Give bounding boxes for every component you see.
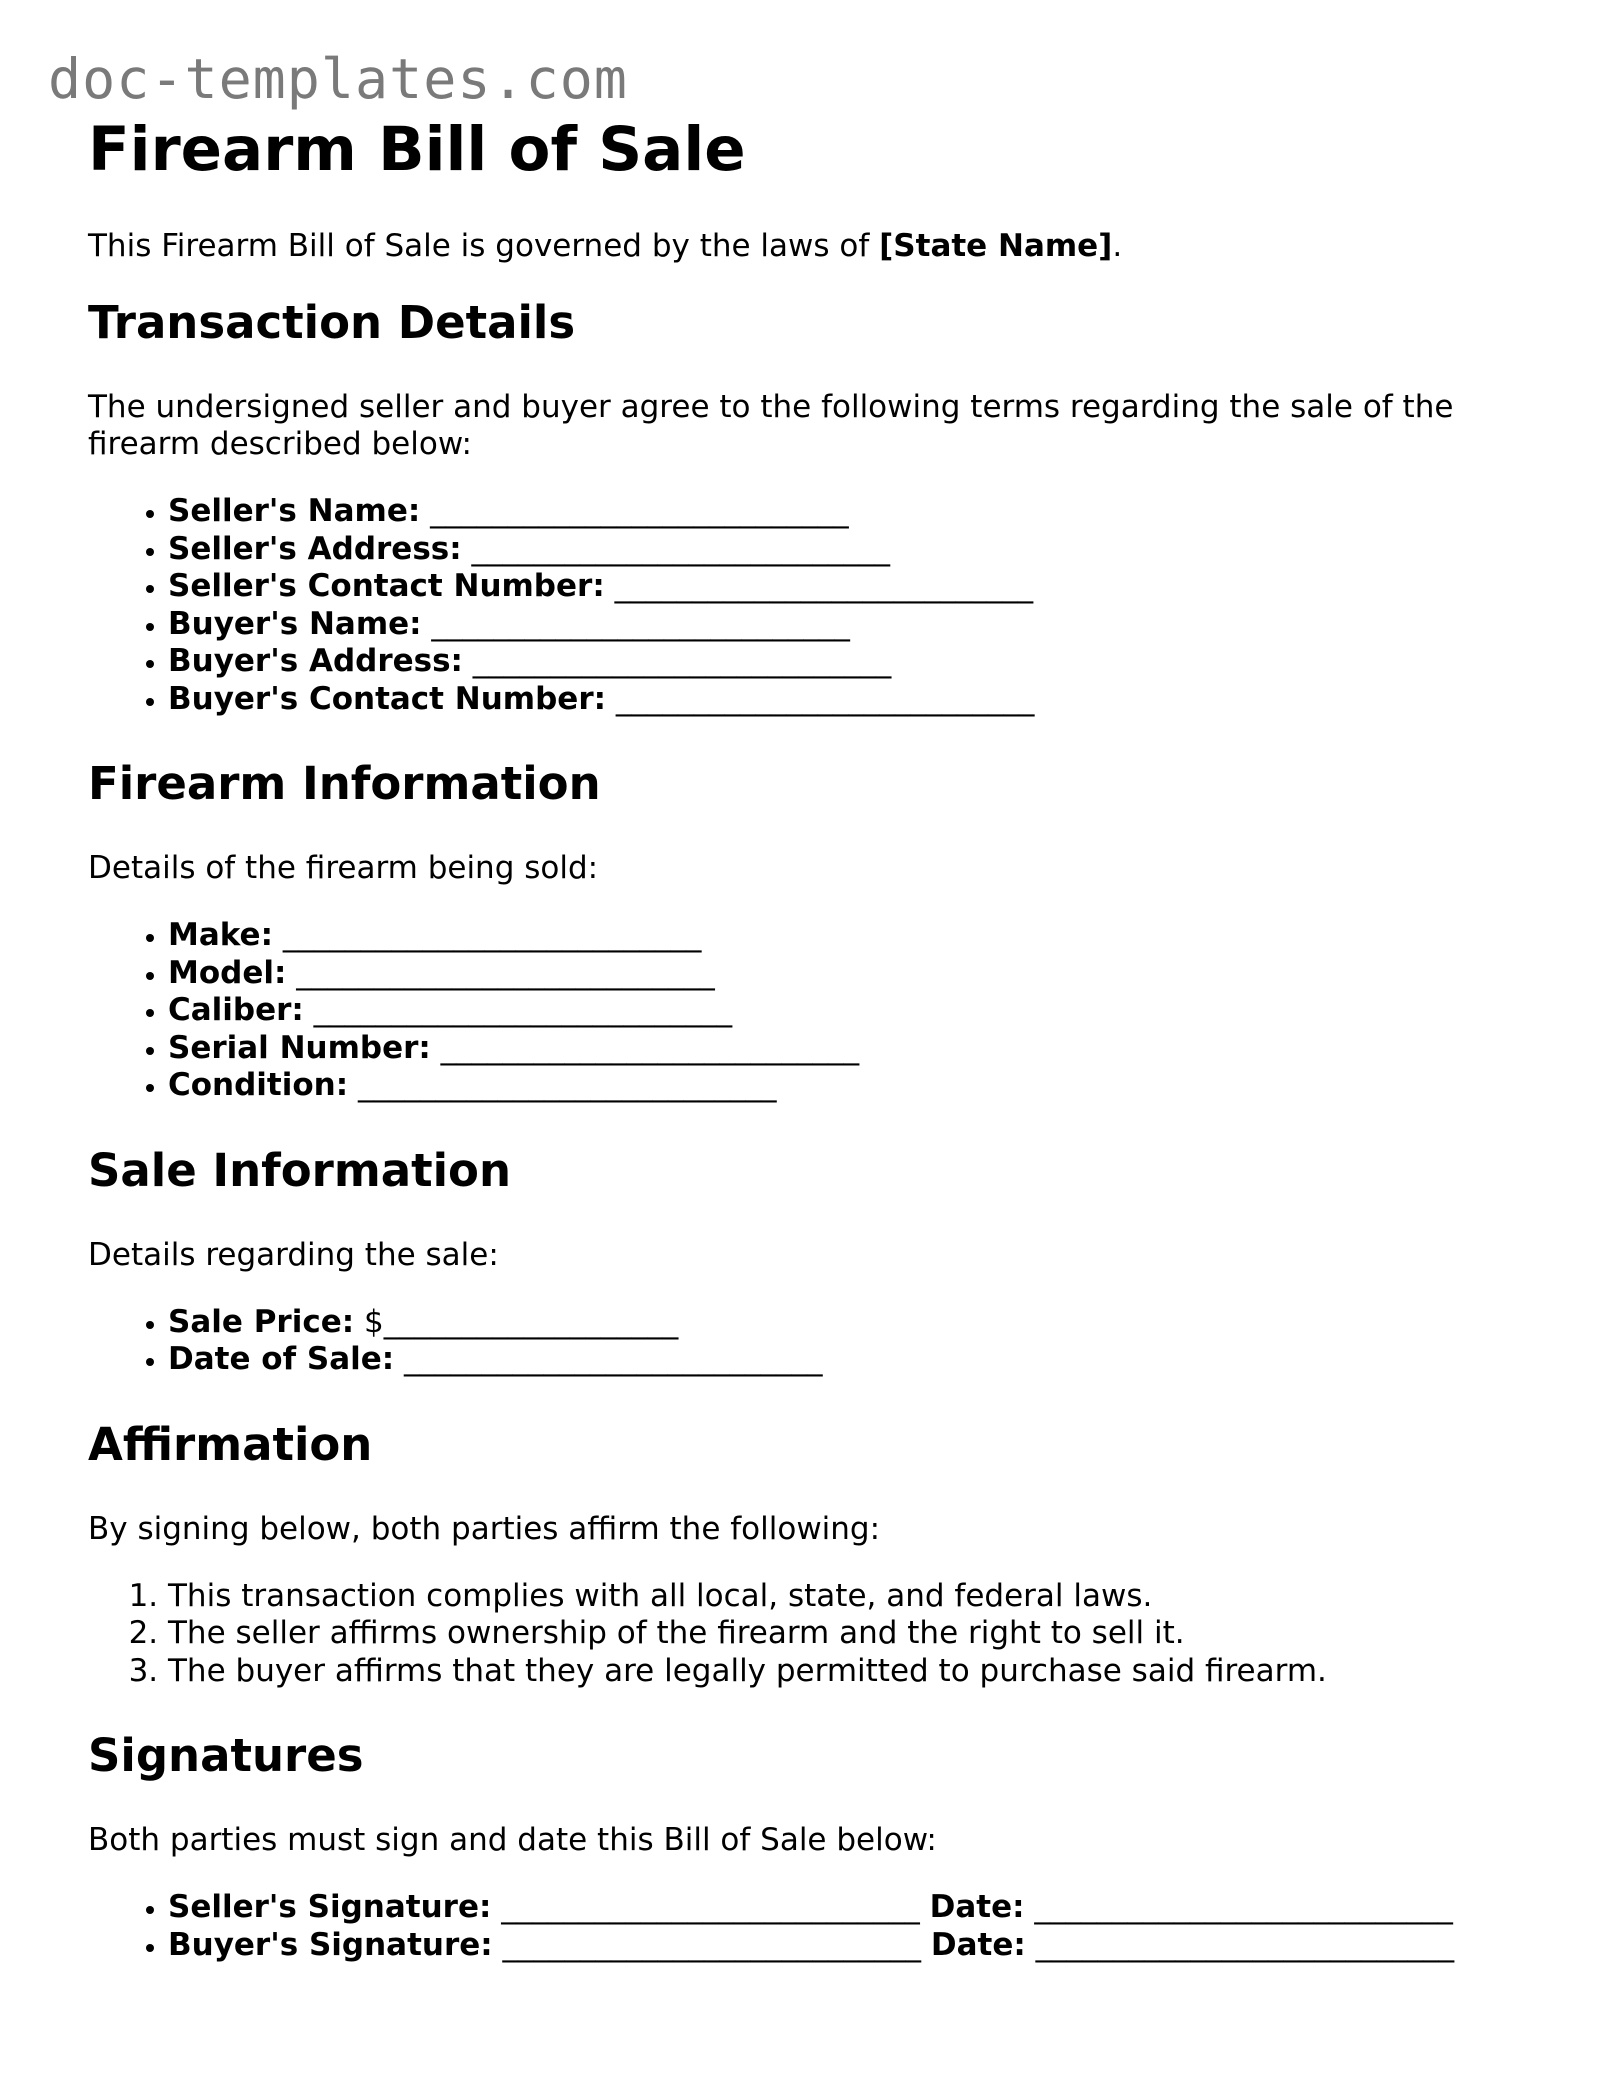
state-name-placeholder: [State Name] — [879, 228, 1113, 264]
sale-text: Details regarding the sale: — [88, 1236, 499, 1273]
affirmation-list — [88, 1578, 1528, 1691]
fill-blank[interactable]: ___________________________ — [348, 1067, 777, 1103]
affirmation-item: 1. This transaction complies with all local, state, and federal laws. — [168, 1578, 1528, 1616]
fill-blank[interactable]: ___________________________ — [286, 954, 715, 991]
field-seller-address — [168, 531, 1528, 569]
sale-heading: Sale Information — [88, 1143, 511, 1197]
field-buyer-address — [168, 643, 1528, 681]
field-label: Seller's Address: — [168, 530, 462, 567]
fill-blank[interactable]: ___________________________ — [421, 605, 850, 642]
affirmation-item: 2. The seller affirms ownership of the firearm and the right to sell it. — [168, 1615, 1528, 1653]
field-label: Buyer's Signature: — [168, 1926, 493, 1963]
date-label: Date: — [929, 1889, 1025, 1925]
field-label: Serial Number: — [168, 1029, 431, 1066]
field-label: Date of Sale: — [168, 1341, 395, 1377]
field-label: Model: — [168, 954, 287, 991]
field-label: Sale Price: — [168, 1303, 355, 1340]
signatures-heading: Signatures — [88, 1729, 364, 1782]
fill-blank[interactable]: ___________________________ — [272, 917, 702, 953]
document — [88, 112, 1528, 2002]
field-model — [168, 955, 1528, 993]
field-buyer-contact — [168, 681, 1528, 719]
affirmation-item: 3. The buyer affirms that they are legally permitted to purchase said firearm. — [168, 1653, 1528, 1691]
transaction-fields — [88, 493, 1528, 718]
field-label: Seller's Name: — [168, 493, 421, 529]
fill-blank[interactable]: ___________________________ — [462, 643, 892, 679]
transaction-text: The undersigned seller and buyer agree to the following terms regarding the sale of the firearm described below: — [88, 389, 1454, 462]
intro-paragraph — [88, 228, 1528, 265]
field-label: Make: — [168, 917, 273, 953]
field-seller-contact — [168, 568, 1528, 606]
sale-fields — [88, 1304, 1528, 1379]
field-seller-name — [168, 493, 1528, 531]
intro-prefix: This Firearm Bill of Sale is governed by the laws of — [88, 228, 880, 264]
field-label: Buyer's Name: — [168, 605, 422, 642]
firearm-heading: Firearm Information — [88, 757, 601, 810]
fill-blank[interactable]: $___________________ — [354, 1303, 679, 1340]
date-blank[interactable]: ___________________________ — [1025, 1926, 1455, 1963]
firearm-fields — [88, 917, 1528, 1105]
affirmation-text: By signing below, both parties affirm the following: — [88, 1510, 881, 1547]
page-title: Firearm Bill of Sale — [88, 114, 746, 185]
field-label: Caliber: — [168, 992, 304, 1028]
fill-blank[interactable]: ___________________________ — [303, 992, 733, 1028]
field-label: Buyer's Address: — [168, 643, 463, 679]
field-make — [168, 917, 1528, 955]
intro-suffix: . — [1112, 228, 1123, 264]
fill-blank[interactable]: ___________________________ — [420, 493, 849, 529]
field-date-of-sale — [168, 1341, 1528, 1379]
field-buyer-name — [168, 606, 1528, 644]
fill-blank[interactable]: ___________________________ — [604, 568, 1034, 604]
field-caliber — [168, 992, 1528, 1030]
field-sale-price — [168, 1304, 1528, 1342]
date-blank[interactable]: ___________________________ — [1024, 1889, 1453, 1925]
firearm-text: Details of the firearm being sold: — [88, 850, 599, 886]
signatures-text: Both parties must sign and date this Bill of Sale below: — [88, 1822, 937, 1858]
transaction-heading: Transaction Details — [88, 296, 576, 349]
field-serial-number — [168, 1030, 1528, 1068]
affirmation-heading: Affirmation — [88, 1417, 373, 1471]
field-seller-signature — [168, 1889, 1528, 1927]
fill-blank[interactable]: ___________________________ — [394, 1341, 823, 1377]
fill-blank[interactable]: ___________________________ — [461, 530, 890, 567]
field-condition — [168, 1067, 1528, 1105]
field-label: Condition: — [168, 1067, 349, 1103]
fill-blank[interactable]: ___________________________ — [606, 680, 1035, 717]
field-label: Seller's Contact Number: — [168, 568, 605, 604]
date-label: Date: — [930, 1926, 1026, 1963]
signature-blank[interactable]: ___________________________ — [492, 1926, 931, 1963]
fill-blank[interactable]: ___________________________ — [430, 1029, 860, 1066]
field-label: Buyer's Contact Number: — [168, 680, 607, 717]
signature-blank[interactable]: ___________________________ — [491, 1889, 930, 1925]
field-buyer-signature — [168, 1927, 1528, 1965]
field-label: Seller's Signature: — [168, 1889, 492, 1925]
signature-fields — [88, 1889, 1528, 1964]
watermark: doc-templates.com — [48, 47, 628, 111]
